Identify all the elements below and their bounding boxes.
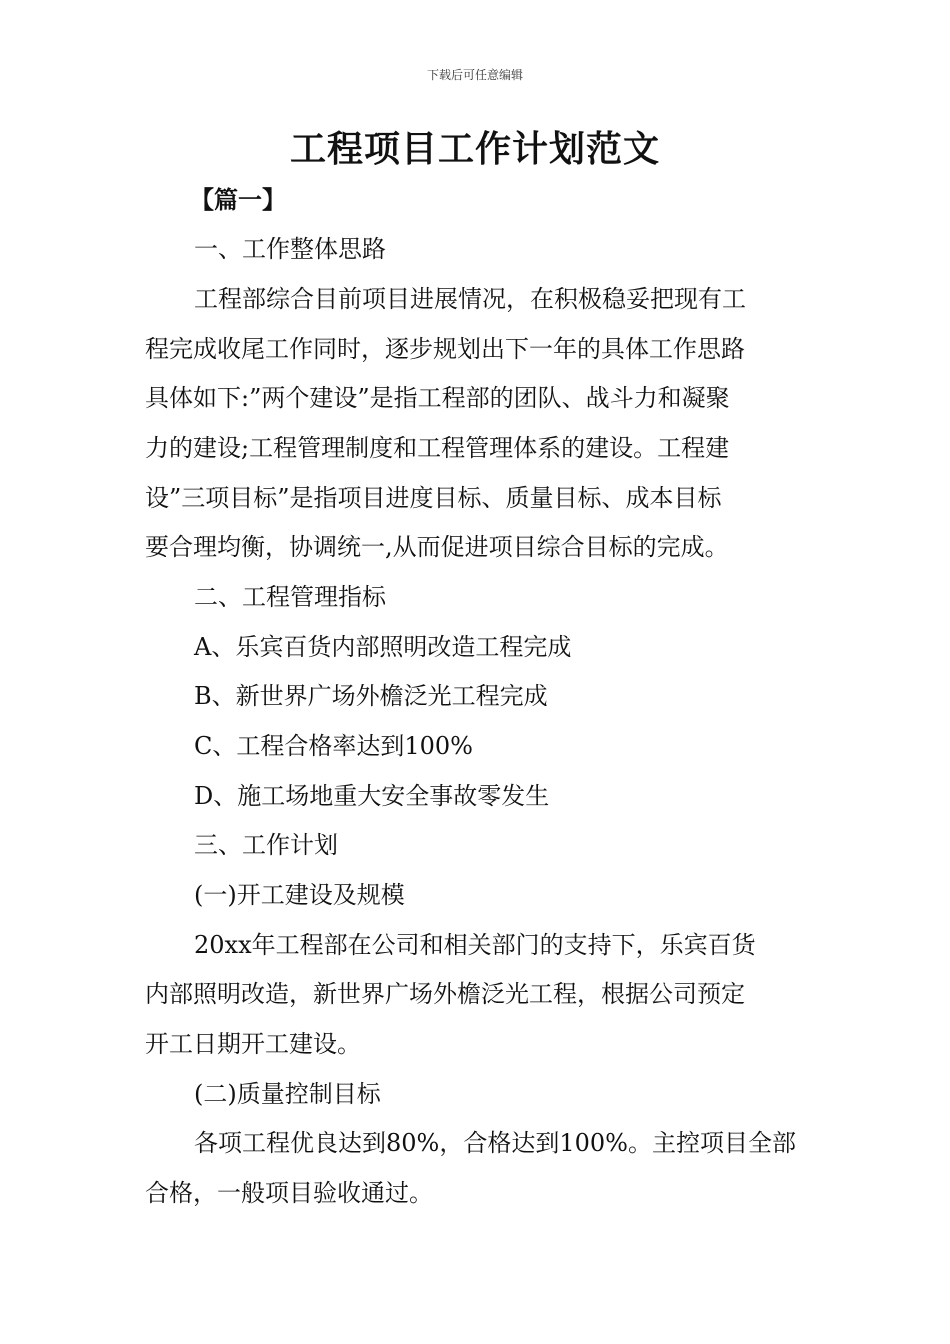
heading-work-plan: 三、工作计划: [194, 831, 338, 859]
heading-overall-approach: 一、工作整体思路: [194, 235, 386, 263]
paragraph-line: 合格，一般项目验收通过。: [145, 1179, 433, 1207]
list-item: C、工程合格率达到100%: [194, 732, 473, 760]
list-item: D、施工场地重大安全事故零发生: [194, 782, 550, 810]
header-note: 下载后可任意编辑: [426, 68, 523, 82]
paragraph-line: 工程部综合目前项目进展情况，在积极稳妥把现有工: [194, 285, 746, 313]
paragraph-line: 力的建设;工程管理制度和工程管理体系的建设。工程建: [145, 434, 730, 462]
paragraph-line: 程完成收尾工作同时，逐步规划出下一年的具体工作思路: [145, 335, 745, 363]
subheading-construction-scale: (一)开工建设及规模: [194, 881, 405, 909]
paragraph-line: 内部照明改造，新世界广场外檐泛光工程，根据公司预定: [145, 980, 745, 1008]
paragraph-line: 开工日期开工建设。: [145, 1030, 361, 1058]
heading-management-indicators: 二、工程管理指标: [194, 583, 386, 611]
paragraph-line: 要合理均衡，协调统一,从而促进项目综合目标的完成。: [145, 533, 729, 561]
page-title: 工程项目工作计划范文: [289, 129, 660, 170]
subheading-quality-targets: (二)质量控制目标: [194, 1080, 381, 1108]
list-item: A、乐宾百货内部照明改造工程完成: [194, 633, 572, 661]
paragraph-line: 设”三项目标”是指项目进度目标、质量目标、成本目标: [145, 484, 722, 512]
list-item: B、新世界广场外檐泛光工程完成: [194, 682, 548, 710]
paragraph-line: 20xx年工程部在公司和相关部门的支持下，乐宾百货: [194, 931, 756, 959]
paragraph-line: 各项工程优良达到80%，合格达到100%。主控项目全部: [194, 1129, 796, 1157]
paragraph-line: 具体如下:”两个建设”是指工程部的团队、战斗力和凝聚: [145, 384, 730, 412]
section-label: 【篇一】: [190, 186, 286, 214]
